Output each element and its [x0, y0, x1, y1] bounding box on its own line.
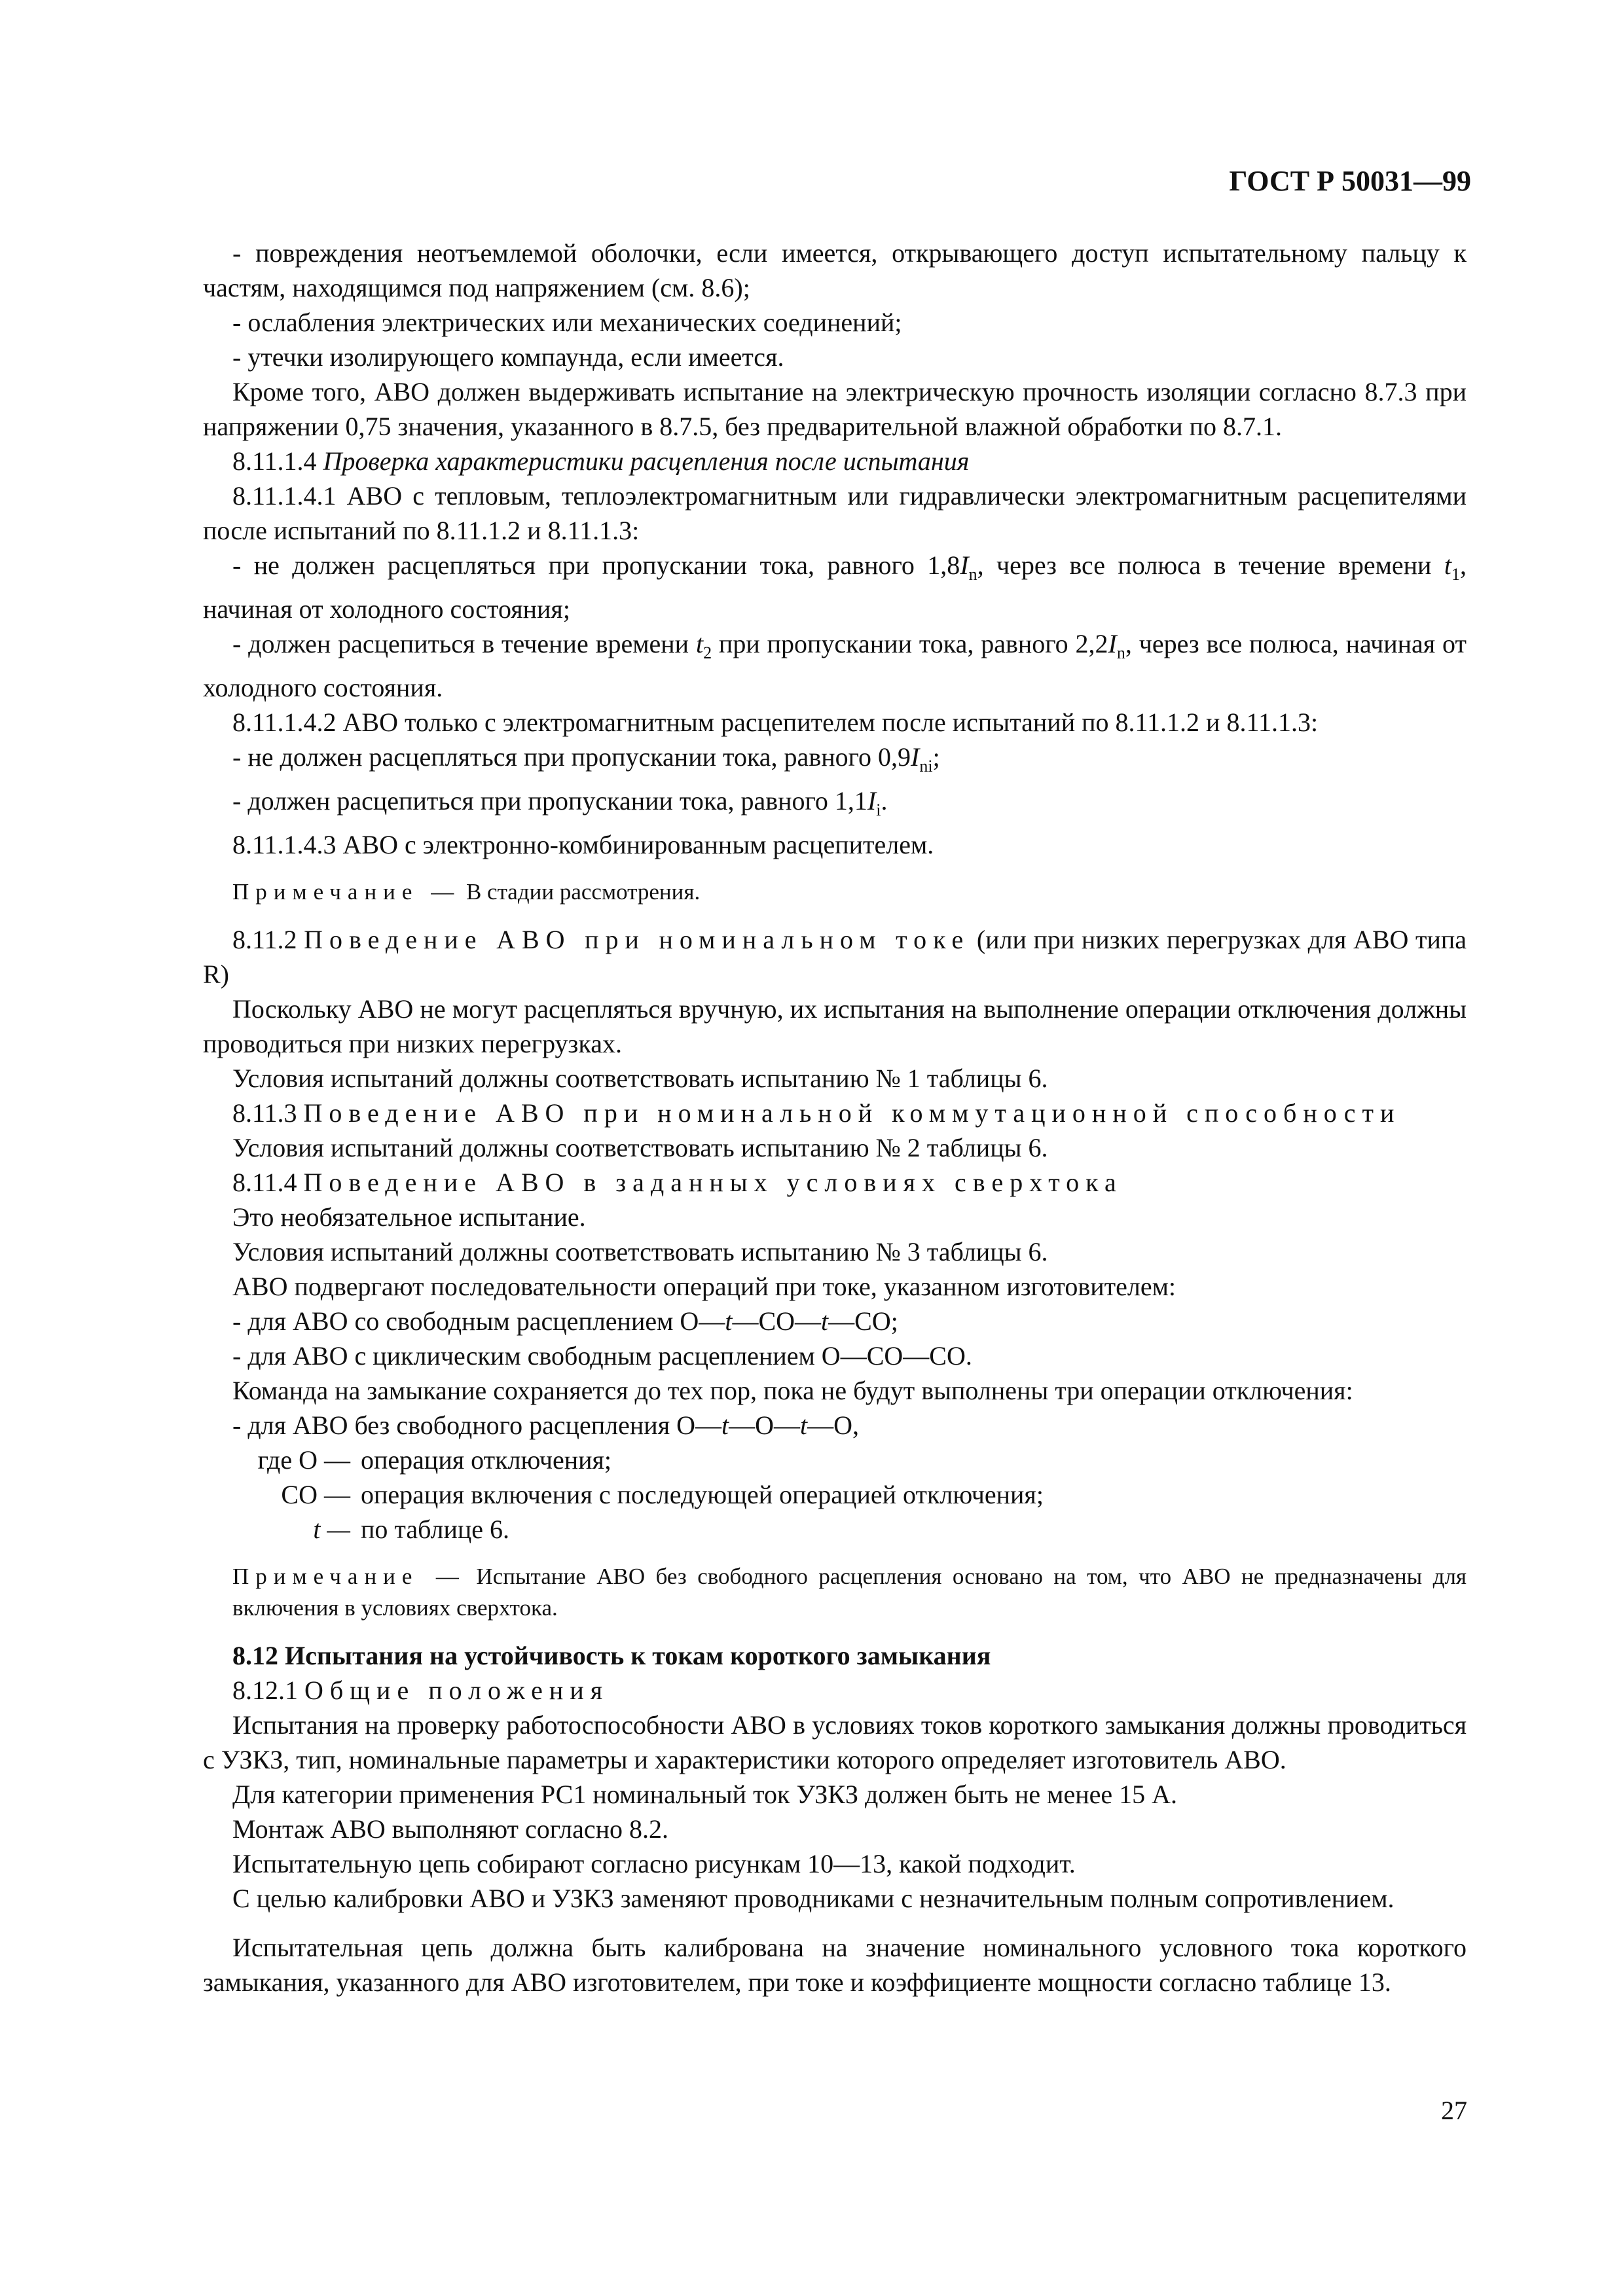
subsection-heading: 8.12.1 Общие положения: [232, 1676, 610, 1705]
paragraph: - для АВО со свободным расцеплением О—t—СО—t—СО;: [232, 1306, 898, 1336]
clause-title: Поведение АВО при номинальной коммутационной способности: [303, 1098, 1401, 1128]
definition-row: [232, 1443, 1467, 1477]
page-content: [203, 236, 1467, 2000]
paragraph: 8.11.1.4.3 АВО с электронно-комбинированным расцепителем.: [232, 830, 934, 859]
definition-row: [232, 1512, 1467, 1547]
definition-row: [232, 1477, 1467, 1512]
clause-title: Общие положения: [304, 1676, 610, 1705]
note: [203, 1561, 1467, 1624]
paragraph: Это необязательное испытание.: [232, 1202, 586, 1232]
def-text: операция отключения;: [361, 1445, 612, 1475]
paragraph: - для АВО без свободного расцепления О—t—О—t—О,: [232, 1410, 860, 1440]
paragraph: 8.11.1.4.1 АВО с тепловым, теплоэлектромагнитным или гидравлически электромагнитным расцепителями после испытаний по 8.11.1.2 и 8.11.1.3:: [203, 481, 1467, 545]
subsection-heading: 8.11.3 Поведение АВО при номинальной коммутационной способности: [232, 1098, 1401, 1128]
def-text: операция включения с последующей операцией отключения;: [361, 1480, 1044, 1509]
page-number: 27: [1441, 2096, 1467, 2125]
subsection-heading: 8.11.2 Поведение АВО при номинальном токе (или при низких перегрузках для АВО типа R): [203, 925, 1467, 989]
paragraph: Команда на замыкание сохраняется до тех пор, пока не будут выполнены три операции отключения:: [232, 1376, 1353, 1405]
clause-title: Поведение АВО в заданных условиях сверхтока: [303, 1168, 1123, 1197]
note: [203, 876, 1467, 908]
def-term: где О —: [257, 1445, 350, 1475]
clause-title: Поведение АВО при номинальном токе: [304, 925, 970, 954]
note-label: Примечание —: [232, 1564, 465, 1589]
paragraph: Кроме того, АВО должен выдерживать испытание на электрическую прочность изоляции согласно 8.7.3 при напряжении 0,75 значения, указанного в 8.7.5, без предварительной влажной обработки по 8.7.1.: [203, 377, 1467, 441]
paragraph: - должен расцепиться в течение времени $t_2$ при пропускании тока, равного $2,2I_n$, через все полюса, начиная от холодного состояния.: [203, 629, 1467, 702]
subsection-heading: 8.11.4 Поведение АВО в заданных условиях сверхтока: [232, 1168, 1123, 1197]
paragraph: 8.11.1.4.2 АВО только с электромагнитным расцепителем после испытаний по 8.11.1.2 и 8.11.1.3:: [232, 708, 1319, 737]
paragraph: Поскольку АВО не могут расцепляться вручную, их испытания на выполнение операции отключения должны проводиться при низких перегрузках.: [203, 994, 1467, 1058]
clause-number: 8.11.1.4: [232, 446, 317, 476]
paragraph: АВО подвергают последовательности операций при токе, указанном изготовителем:: [232, 1272, 1176, 1301]
paragraph: Для категории применения РС1 номинальный ток УЗКЗ должен быть не менее 15 А.: [232, 1780, 1178, 1809]
paragraph: - повреждения неотъемлемой оболочки, если имеется, открывающего доступ испытательному пальцу к частям, находящимся под напряжением (см. 8.6);: [203, 238, 1467, 302]
paragraph: Условия испытаний должны соответствовать испытанию № 1 таблицы 6.: [232, 1064, 1048, 1093]
paragraph: - утечки изолирующего компаунда, если имеется.: [232, 342, 784, 372]
def-term: t —: [313, 1515, 350, 1544]
def-term: СО —: [281, 1480, 350, 1509]
doc-header: ГОСТ Р 50031—99: [1229, 165, 1471, 197]
paragraph: Условия испытаний должны соответствовать испытанию № 2 таблицы 6.: [232, 1133, 1048, 1162]
clause-title: Проверка характеристики расцепления после испытания: [323, 446, 970, 476]
note-text: Испытание АВО без свободного расцепления основано на том, что АВО не предназначены для включения в условиях сверхтока.: [232, 1564, 1467, 1621]
paragraph: - не должен расцепляться при пропускании тока, равного $1,8I_n$, через все полюса в течение времени $t_1$, начиная от холодного состояния;: [203, 550, 1467, 624]
paragraph: - для АВО с циклическим свободным расцеплением О—СО—СО.: [232, 1341, 972, 1371]
paragraph: Испытательная цепь должна быть калибрована на значение номинального условного тока короткого замыкания, указанного для АВО изготовителем, при токе и коэффициенте мощности согласно таблице 13.: [203, 1933, 1467, 1997]
paragraph: Условия испытаний должны соответствовать испытанию № 3 таблицы 6.: [232, 1237, 1048, 1266]
paragraph: - должен расцепиться при пропускании тока, равного $1,1I_i$.: [232, 786, 888, 819]
paragraph: - ослабления электрических или механических соединений;: [232, 308, 902, 337]
def-text: по таблице 6.: [361, 1515, 510, 1544]
paragraph: Испытательную цепь собирают согласно рисункам 10—13, какой подходит.: [232, 1849, 1076, 1878]
note-text: В стадии рассмотрения.: [465, 879, 701, 905]
paragraph: Испытания на проверку работоспособности АВО в условиях токов короткого замыкания должны проводиться с УЗКЗ, тип, номинальные параметры и характеристики которого определяет изготовитель АВО.: [203, 1710, 1467, 1774]
note-label: Примечание —: [232, 879, 461, 905]
section-heading: 8.12 Испытания на устойчивость к токам короткого замыкания: [232, 1641, 991, 1670]
paragraph: - не должен расцепляться при пропускании тока, равного $0,9I_{ni}$;: [232, 742, 940, 776]
definition-list: [203, 1443, 1467, 1547]
paragraph: С целью калибровки АВО и УЗКЗ заменяют проводниками с незначительным полным сопротивлением.: [232, 1884, 1395, 1913]
paragraph: Монтаж АВО выполняют согласно 8.2.: [232, 1814, 669, 1844]
subsection-heading: [203, 444, 1467, 478]
